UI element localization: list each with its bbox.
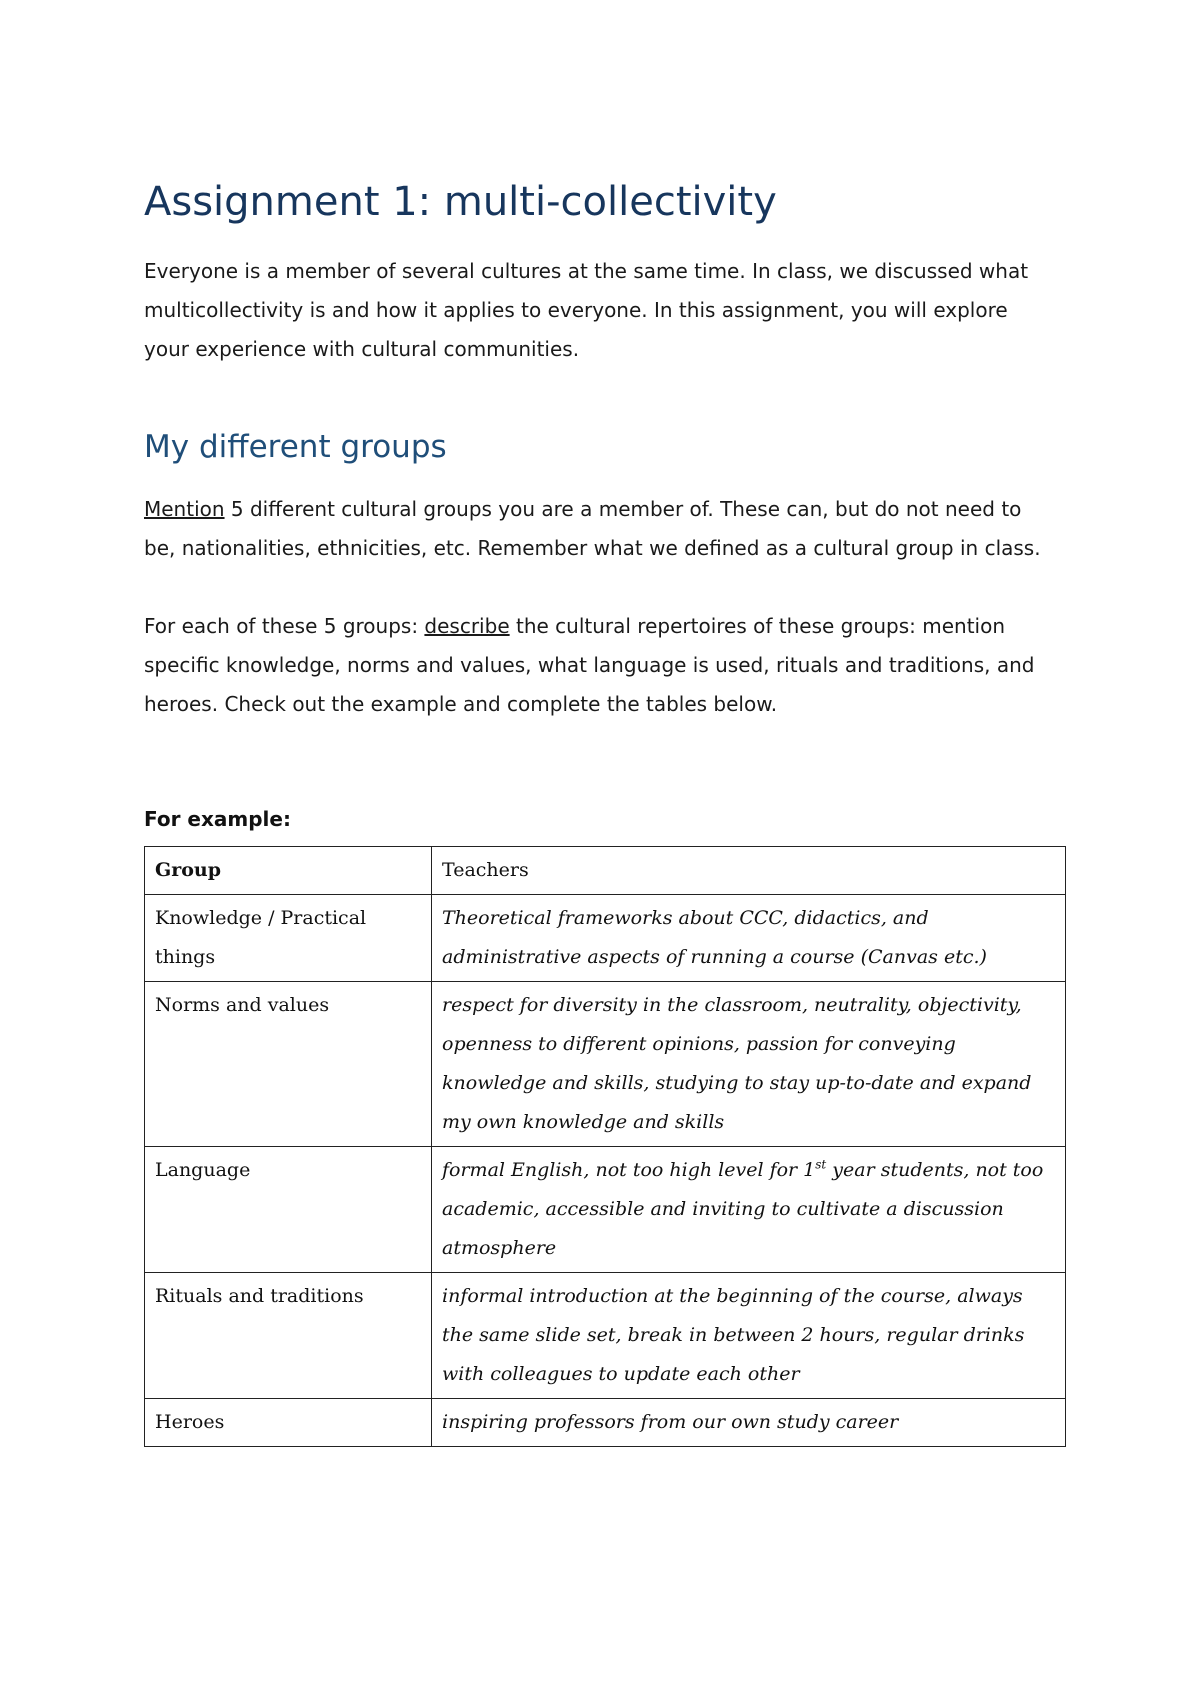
row-value xyxy=(432,1147,1066,1273)
table-row xyxy=(145,1273,1066,1399)
ordinal-superscript: st xyxy=(815,1157,827,1172)
table-header-value: Teachers xyxy=(432,847,1066,895)
describe-keyword: describe xyxy=(424,614,510,638)
example-label: For example: xyxy=(144,807,291,831)
table-row xyxy=(145,847,1066,895)
intro-paragraph: Everyone is a member of several cultures at the same time. In class, we discussed what multicollectivity is and how it applies to everyone. In this assignment, you will explore your experience with cultural communities. xyxy=(144,259,1029,361)
instructions-paragraph-1 xyxy=(144,490,1044,568)
row-value: informal introduction at the beginning of the course, always the same slide set, break in between 2 hours, regular drinks with colleagues to update each other xyxy=(432,1273,1066,1399)
row-label: Rituals and traditions xyxy=(145,1273,432,1399)
mention-keyword: Mention xyxy=(144,497,225,521)
row-label: Language xyxy=(145,1147,432,1273)
instructions-text-1: 5 different cultural groups you are a member of. These can, but do not need to be, nationalities, ethnicities, etc. Remember what we defined as a cultural group in class. xyxy=(144,497,1041,560)
instructions-paragraph-2 xyxy=(144,607,1044,724)
row-label: Norms and values xyxy=(145,982,432,1147)
instructions-lead-2: For each of these 5 groups: xyxy=(144,614,425,638)
language-value-start: formal English, not too high level for 1 xyxy=(442,1159,816,1181)
row-value: respect for diversity in the classroom, neutrality, objectivity, openness to different opinions, passion for conveying knowledge and skills, studying to stay up-to-date and expand my own knowledge and skills xyxy=(432,982,1066,1147)
table-row xyxy=(145,1147,1066,1273)
table-row xyxy=(145,982,1066,1147)
row-label: Knowledge / Practical things xyxy=(145,895,432,982)
example-table xyxy=(144,846,1066,1447)
language-value-end: year students, not too academic, accessible and inviting to cultivate a discussion atmosphere xyxy=(442,1159,1044,1259)
row-value: Theoretical frameworks about CCC, didactics, and administrative aspects of running a course (Canvas etc.) xyxy=(432,895,1066,982)
row-label: Heroes xyxy=(145,1399,432,1447)
section-heading: My different groups xyxy=(144,429,447,465)
table-row xyxy=(145,1399,1066,1447)
page-title: Assignment 1: multi-collectivity xyxy=(144,179,777,225)
table-header-label: Group xyxy=(145,847,432,895)
row-value: inspiring professors from our own study career xyxy=(432,1399,1066,1447)
instructions-text-2: the cultural repertoires of these groups: mention specific knowledge, norms and values, what language is used, rituals and traditions, and heroes. Check out the example and complete the tables below. xyxy=(144,614,1035,716)
table-row xyxy=(145,895,1066,982)
